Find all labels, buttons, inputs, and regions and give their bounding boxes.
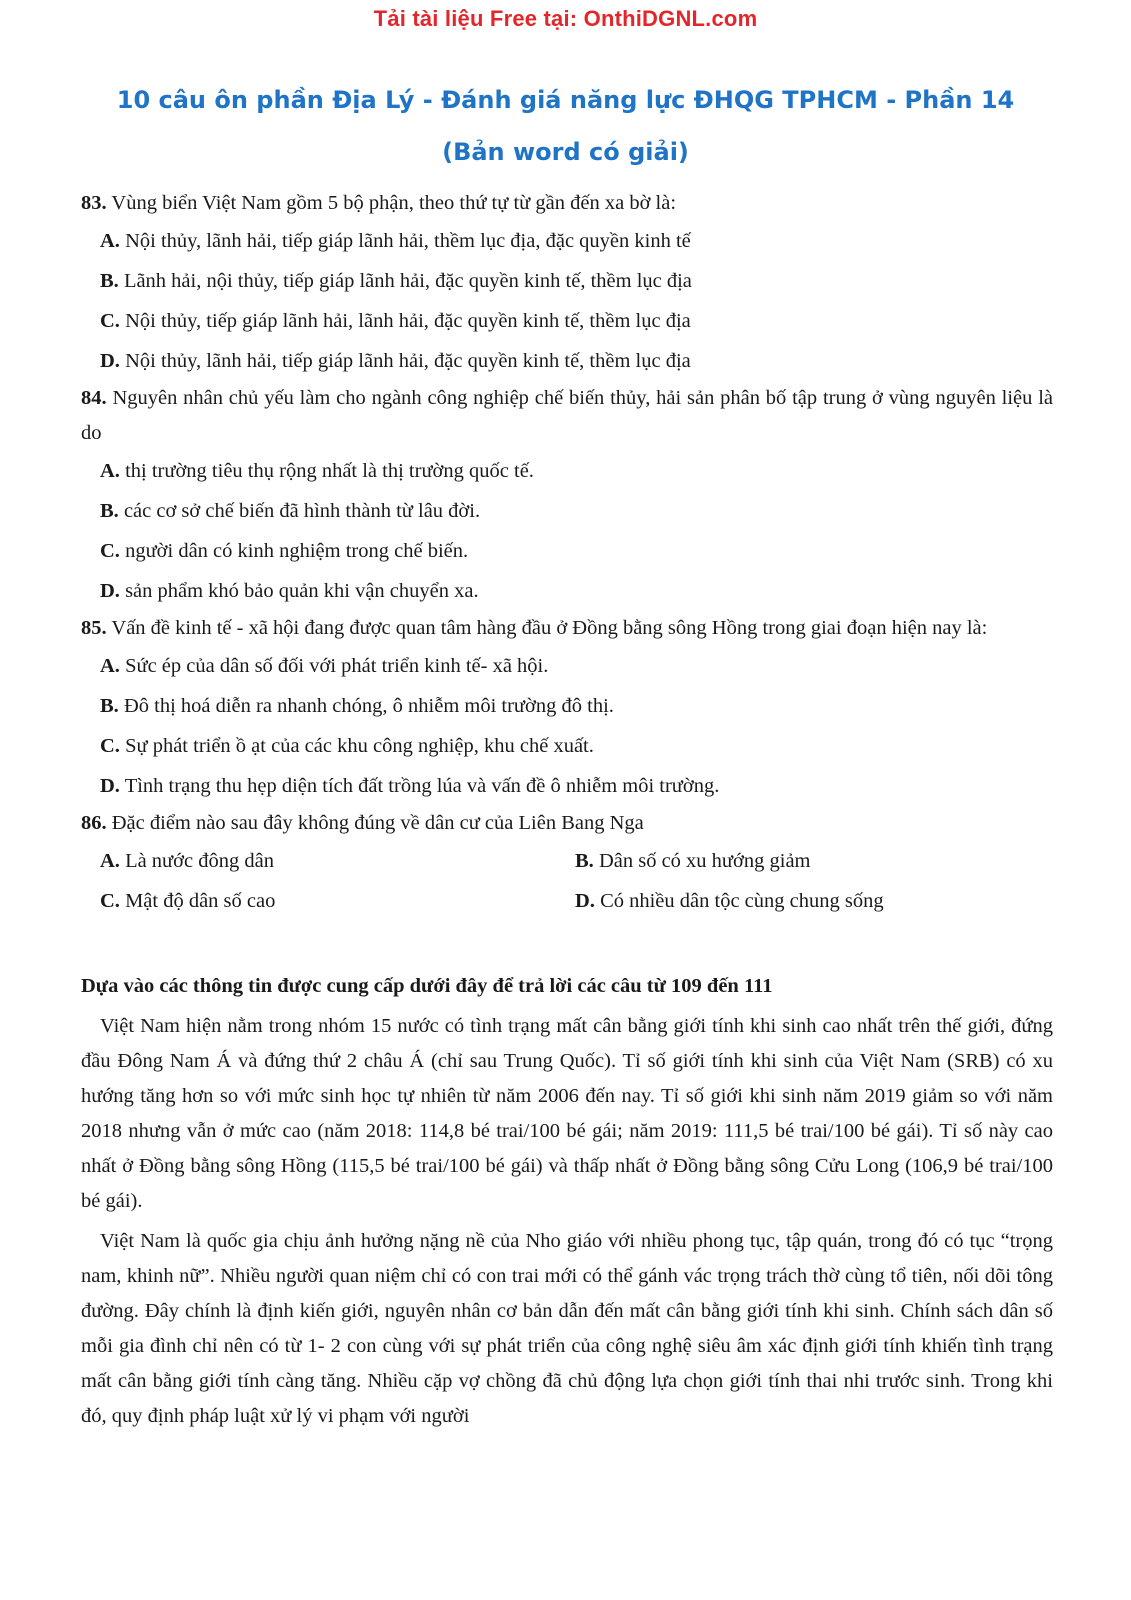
option-letter: A. [100, 655, 120, 677]
question-number: 83. [81, 192, 107, 214]
question-85 [81, 611, 1053, 646]
reading-paragraph: Việt Nam hiện nằm trong nhóm 15 nước có tình trạng mất cân bằng giới tính khi sinh cao nhất trên thế giới, đứng đầu Đông Nam Á và đứng thứ 2 châu Á (chỉ sau Trung Quốc). Tỉ số giới tính khi sinh của Việt Nam (SRB) có xu hướng tăng hơn so với mức sinh học tự nhiên từ năm 2006 đến nay. Tỉ số giới khi sinh năm 2019 giảm so với năm 2018 nhưng vẫn ở mức cao (năm 2018: 114,8 bé trai/100 bé gái; năm 2019: 111,5 bé trai/100 bé gái). Tỉ số này cao nhất ở Đồng bằng sông Hồng (115,5 bé trai/100 bé gái) và thấp nhất ở Đồng bằng sông Cửu Long (106,9 bé trai/100 bé gái). [81, 1015, 1053, 1212]
option-letter: A. [100, 230, 120, 252]
option-text: Nội thủy, lãnh hải, tiếp giáp lãnh hải, đặc quyền kinh tế, thềm lục địa [125, 350, 691, 372]
answer-option [81, 491, 1053, 531]
option-text: Là nước đông dân [125, 850, 274, 872]
option-text: người dân có kinh nghiệm trong chế biến. [125, 540, 469, 562]
answer-option [81, 841, 556, 881]
option-letter: B. [100, 500, 119, 522]
option-letter: D. [100, 775, 120, 797]
question-83 [81, 186, 1053, 221]
answer-option [81, 726, 1053, 766]
answer-option [81, 221, 1053, 261]
answer-option [81, 571, 1053, 611]
option-letter: C. [100, 310, 120, 332]
answer-option [81, 301, 1053, 341]
download-banner[interactable]: Tải tài liệu Free tại: OnthiDGNL.com [373, 6, 758, 31]
option-text: Nội thủy, tiếp giáp lãnh hải, lãnh hải, đặc quyền kinh tế, thềm lục địa [125, 310, 691, 332]
question-text: Nguyên nhân chủ yếu làm cho ngành công nghiệp chế biến thủy, hải sản phân bố tập trung ở vùng nguyên liệu là do [81, 387, 1053, 444]
option-text: Có nhiều dân tộc cùng chung sống [600, 890, 884, 912]
option-text: Sự phát triển ồ ạt của các khu công nghiệp, khu chế xuất. [125, 735, 594, 757]
option-text: Sức ép của dân số đối với phát triển kinh tế- xã hội. [125, 655, 549, 677]
option-letter: B. [575, 850, 594, 872]
option-letter: B. [100, 695, 119, 717]
document-body [81, 186, 1053, 1434]
option-letter: C. [100, 735, 120, 757]
reading-paragraph: Việt Nam là quốc gia chịu ảnh hưởng nặng nề của Nho giáo với nhiều phong tục, tập quán, trong đó có tục “trọng nam, khinh nữ”. Nhiều người quan niệm chỉ có con trai mới có thể gánh vác trọng trách thờ cùng tổ tiên, nối dõi tông đường. Đây chính là định kiến giới, nguyên nhân cơ bản dẫn đến mất cân bằng giới tính khi sinh. Chính sách dân số mỗi gia đình chỉ nên có từ 1- 2 con cùng với sự phát triển của công nghệ siêu âm xác định giới tính khiến tình trạng mất cân bằng giới tính càng tăng. Nhiều cặp vợ chồng đã chủ động lựa chọn giới tính thai nhi trước sinh. Trong khi đó, quy định pháp luật xử lý vi phạm với người [81, 1230, 1053, 1427]
option-letter: C. [100, 890, 120, 912]
option-text: Mật độ dân số cao [125, 890, 276, 912]
answer-option [81, 261, 1053, 301]
option-text: Đô thị hoá diễn ra nhanh chóng, ô nhiễm môi trường đô thị. [123, 695, 614, 717]
question-number: 84. [81, 387, 107, 409]
answer-option [81, 881, 556, 921]
answer-option [556, 841, 1031, 881]
option-text: Tình trạng thu hẹp diện tích đất trồng lúa và vấn đề ô nhiễm môi trường. [124, 775, 720, 797]
answer-option [81, 531, 1053, 571]
answer-row [81, 841, 1053, 881]
section-heading: Dựa vào các thông tin được cung cấp dưới đây để trả lời các câu từ 109 đến 111 [81, 975, 773, 997]
question-number: 86. [81, 812, 107, 834]
option-letter: D. [575, 890, 595, 912]
option-letter: B. [100, 270, 119, 292]
option-text: Nội thủy, lãnh hải, tiếp giáp lãnh hải, thềm lục địa, đặc quyền kinh tế [125, 230, 691, 252]
option-letter: A. [100, 850, 120, 872]
answer-option [556, 881, 1031, 921]
option-letter: C. [100, 540, 120, 562]
option-text: Lãnh hải, nội thủy, tiếp giáp lãnh hải, đặc quyền kinh tế, thềm lục địa [123, 270, 692, 292]
answer-row [81, 881, 1053, 921]
question-text: Đặc điểm nào sau đây không đúng về dân cư của Liên Bang Nga [111, 812, 644, 834]
option-text: sản phẩm khó bảo quản khi vận chuyển xa. [125, 580, 479, 602]
answer-option [81, 766, 1053, 806]
answer-option [81, 686, 1053, 726]
answer-option [81, 341, 1053, 381]
question-text: Vấn đề kinh tế - xã hội đang được quan tâm hàng đầu ở Đồng bằng sông Hồng trong giai đoạn hiện nay là: [111, 617, 988, 639]
option-letter: A. [100, 460, 120, 482]
option-text: các cơ sở chế biến đã hình thành từ lâu đời. [123, 500, 481, 522]
option-letter: D. [100, 580, 120, 602]
question-text: Vùng biển Việt Nam gồm 5 bộ phận, theo thứ tự từ gần đến xa bờ là: [111, 192, 677, 214]
option-letter: D. [100, 350, 120, 372]
option-text: Dân số có xu hướng giảm [598, 850, 811, 872]
answer-option [81, 451, 1053, 491]
page-title: 10 câu ôn phần Địa Lý - Đánh giá năng lực ĐHQG TPHCM - Phần 14 [116, 86, 1015, 114]
question-84 [81, 381, 1053, 451]
option-text: thị trường tiêu thụ rộng nhất là thị trường quốc tế. [125, 460, 534, 482]
answer-option [81, 646, 1053, 686]
question-number: 85. [81, 617, 107, 639]
question-86 [81, 806, 1053, 841]
page-subtitle: (Bản word có giải) [442, 138, 689, 166]
